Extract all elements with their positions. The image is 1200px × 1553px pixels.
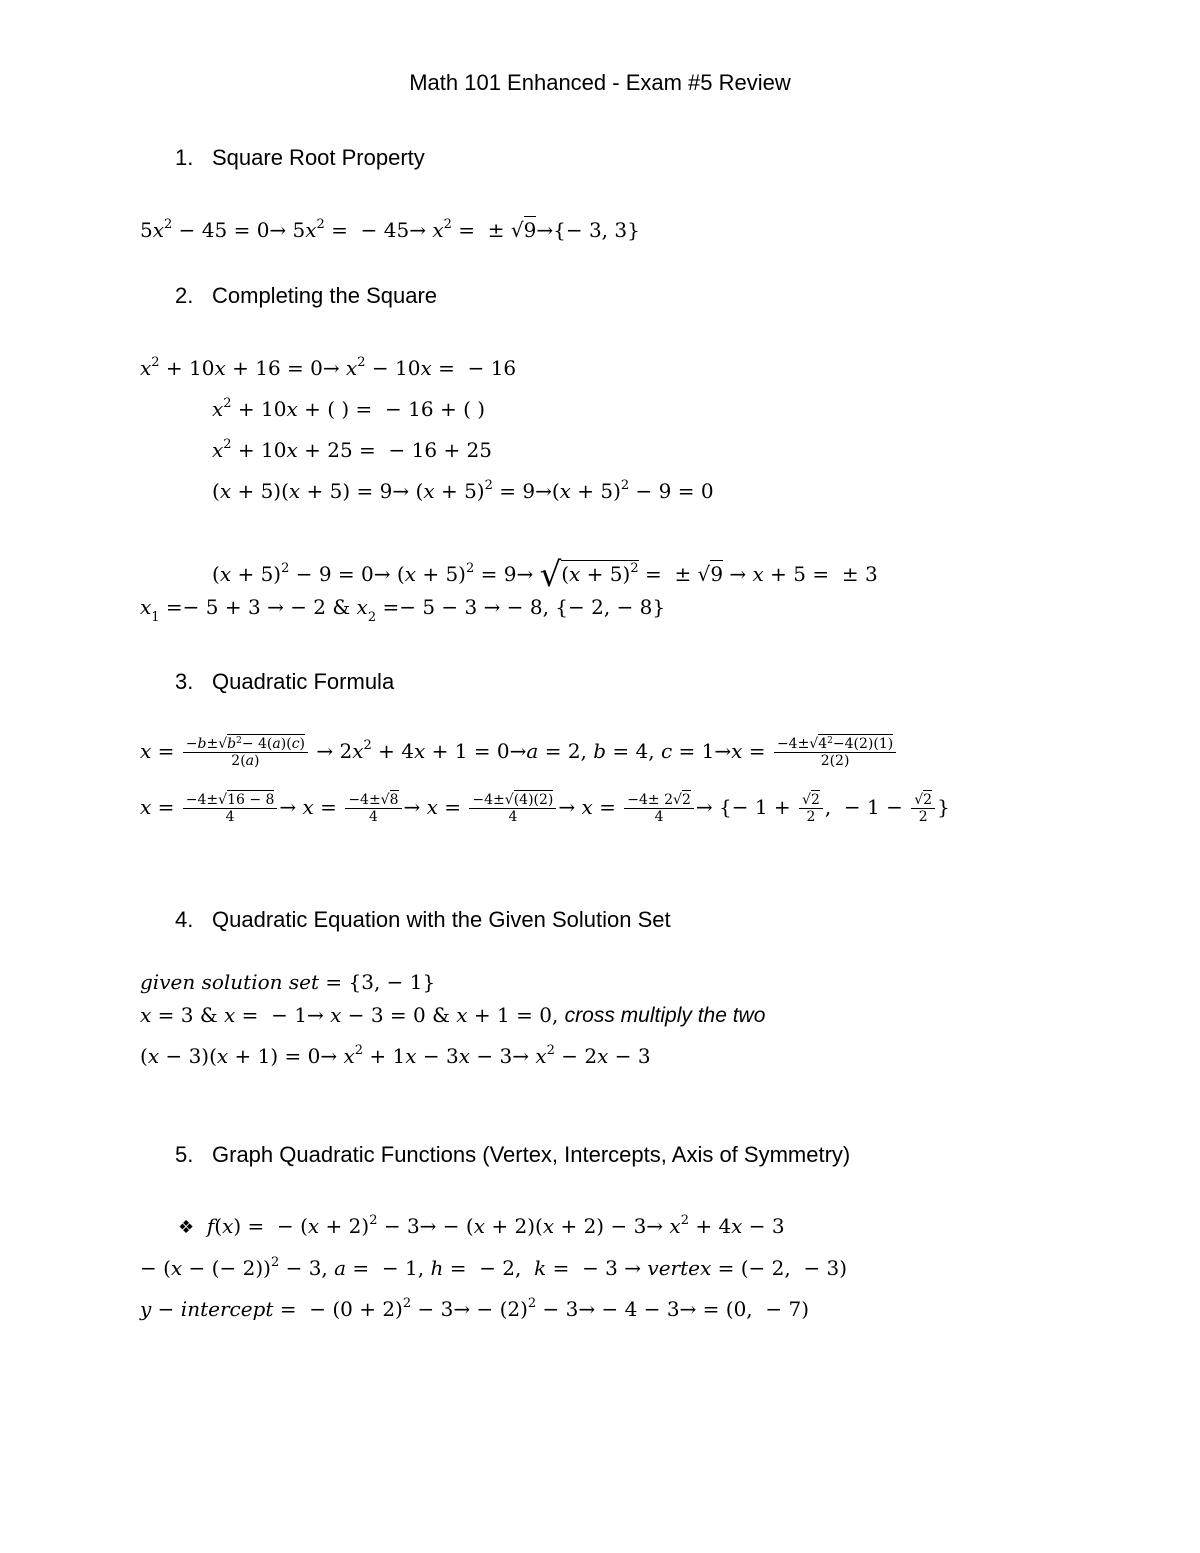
section-heading-4 xyxy=(175,907,671,933)
section-title: Quadratic Equation with the Given Solution Set xyxy=(212,907,671,932)
equation-line: $5x^2 - 45 = 0\to 5x^2$ = − $45\to x^2$ = ± √9→{− 3, 3} xyxy=(140,217,640,242)
section-heading-3 xyxy=(175,669,394,695)
equation-line: $x_1 =- 5 + 3$ → − 2 & $x_2 =- 5 - 3$ → − 8, {− 2, − 8} xyxy=(140,595,666,625)
equation-line: $(x - 3)(x + 1) = 0\to x^2 + 1x - 3x - 3\to x^2 - 2x - 3$ xyxy=(140,1043,651,1068)
diamond-bullet-icon: ❖ xyxy=(178,1217,195,1238)
section-number: 5. xyxy=(175,1142,194,1167)
page-title: Math 101 Enhanced - Exam #5 Review xyxy=(409,70,791,95)
equation-line: $(x + 5)(x + 5) = 9\to (x + 5)^2 = 9\to(x + 5)^2 - 9 = 0$ xyxy=(212,478,714,503)
section-title: Quadratic Formula xyxy=(212,669,395,694)
section-title: Graph Quadratic Functions (Vertex, Intercepts, Axis of Symmetry) xyxy=(212,1142,851,1167)
section-number: 4. xyxy=(175,907,194,932)
section-heading-5 xyxy=(175,1142,850,1168)
section-heading-1 xyxy=(175,145,425,171)
equation-line: $x^2 + 10x$ + ( ) = − 16 + ( ) xyxy=(212,396,486,421)
equation-line: $x^2 + 10x + 25$ = − 16 + 25 xyxy=(212,437,493,462)
equation-line: ❖ f(x) = − $(x + 2)^2 - 3\to - (x + 2)(x + 2) - 3\to x^2 + 4x - 3$ xyxy=(178,1213,785,1238)
equation-line: x = $\frac{-4\pm√16 - 8}{4}$ → x = $\frac{-4\pm√8}{4}$ → x = $\frac{-4\pm√(4)(2)}{4}$ → x = $\frac{-4\pm 2√2}{4}$ → {− 1 + $\frac{√2}{2}$ , − 1 − $\frac{√2}{2}$ } xyxy=(140,792,950,825)
section-heading-2 xyxy=(175,283,437,309)
equation-line: y − intercept = − $(0 + 2)^2 - 3\to - (2)^2 - 3\to - 4 - 3\to = (0$, − 7) xyxy=(140,1296,810,1321)
equation-line: x = $\frac{-b\pm√b^2- 4(a)(c)}{2(a)}$ → $2x^2 + 4x + 1 = 0\to a = 2$, b = 4, c = 1→x = $\frac{-4\pm√4^2-4(2)(1)}{2(2)}$ xyxy=(140,737,898,768)
note-text: cross multiply the two xyxy=(564,1004,766,1027)
section-title: Completing the Square xyxy=(212,283,438,308)
section-number: 1. xyxy=(175,145,194,170)
section-number: 2. xyxy=(175,283,194,308)
equation-line: x = 3 & x = − 1→ x − 3 = 0 & x + 1 = 0, cross multiply the two xyxy=(140,1003,766,1027)
equation-line: given solution set = {3, − 1} xyxy=(140,970,436,994)
section-title: Square Root Property xyxy=(212,145,425,170)
equation-line: − (x − (− 2))$^2$ − 3, a = − 1, h = − 2, k = − 3 → vertex = (− 2, − 3) xyxy=(140,1255,848,1280)
equation-line: $x^2 + 10x + 16 = 0\to x^2 - 10x$ = − 16 xyxy=(140,355,517,380)
section-number: 3. xyxy=(175,669,194,694)
equation-line: $(x + 5)^2 - 9 = 0\to (x + 5)^2 = 9\to √(x + 5)^2$ = ± √9 → x + 5 = ± 3 xyxy=(212,555,878,595)
